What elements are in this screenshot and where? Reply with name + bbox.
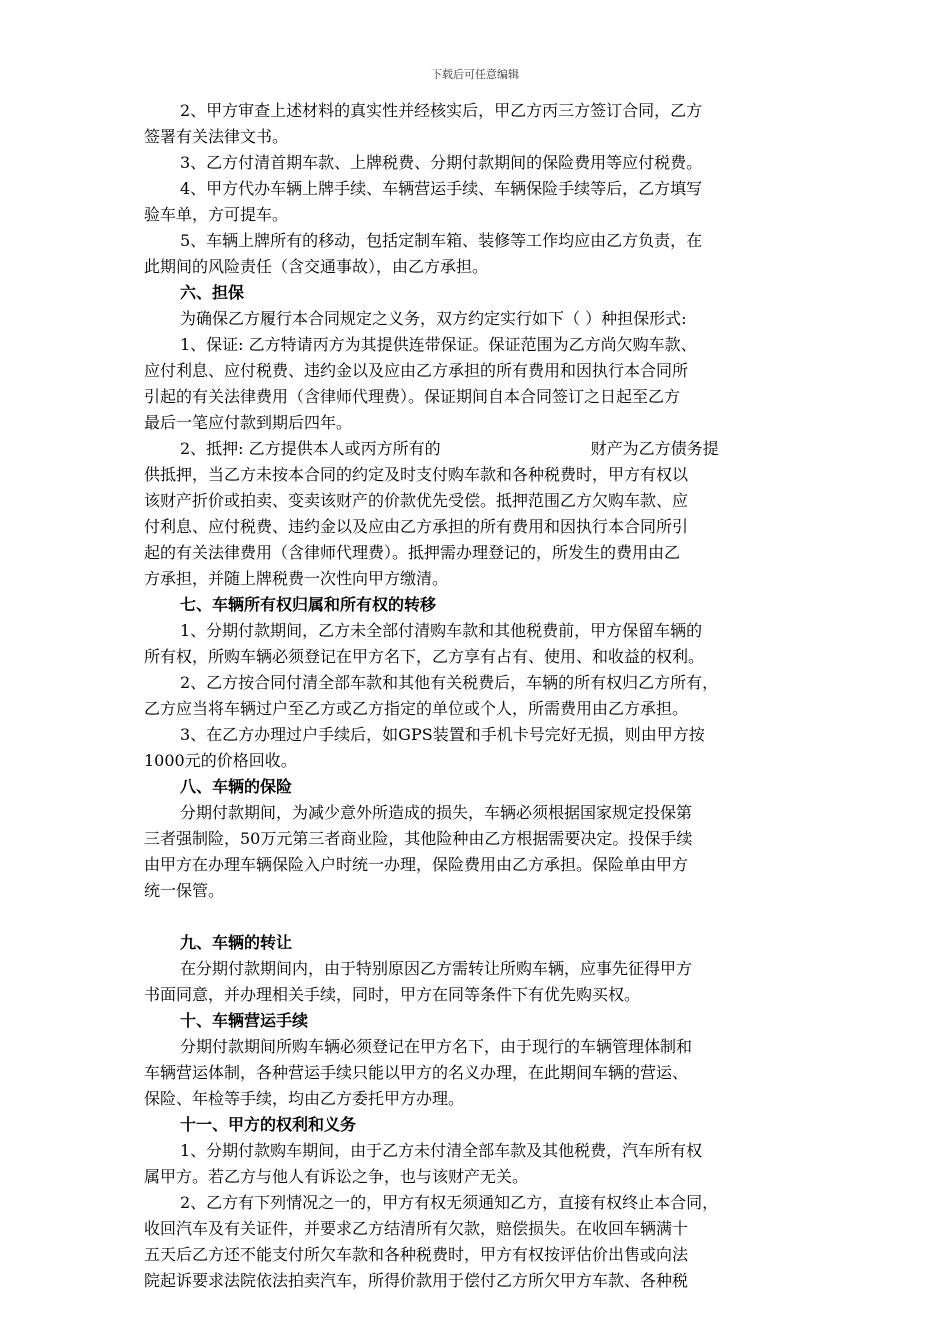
text-line bbox=[144, 462, 812, 488]
text-line bbox=[144, 514, 812, 540]
text-line bbox=[144, 826, 812, 852]
section-heading bbox=[144, 774, 812, 800]
section-heading bbox=[144, 280, 812, 306]
line-text: 五天后乙方还不能支付所欠车款和各种税费时，甲方有权按评估价出售或向法 bbox=[144, 1245, 689, 1264]
line-text: 三者强制险，50万元第三者商业险，其他险种由乙方根据需要决定。投保手续 bbox=[144, 829, 693, 848]
line-text: 签署有关法律文书。 bbox=[144, 127, 289, 146]
text-line bbox=[144, 228, 812, 254]
text-line bbox=[144, 1086, 812, 1112]
document-body bbox=[144, 98, 812, 1294]
line-text: 5、车辆上牌所有的移动，包括定制车箱、装修等工作均应由乙方负责，在 bbox=[180, 231, 703, 250]
line-text: 六、担保 bbox=[180, 283, 245, 302]
text-line bbox=[144, 306, 812, 332]
text-line bbox=[144, 982, 812, 1008]
line-text: 由甲方在办理车辆保险入户时统一办理，保险费用由乙方承担。保险单由甲方 bbox=[144, 855, 689, 874]
text-line bbox=[144, 254, 812, 280]
section-heading bbox=[144, 1008, 812, 1034]
line-text: 1、分期付款购车期间，由于乙方未付清全部车款及其他税费，汽车所有权 bbox=[180, 1141, 703, 1160]
text-line bbox=[144, 1216, 812, 1242]
line-text: 2、抵押: 乙方提供本人或丙方所有的 bbox=[180, 439, 441, 458]
text-line bbox=[144, 722, 812, 748]
text-line bbox=[144, 852, 812, 878]
text-line bbox=[144, 436, 812, 462]
text-line bbox=[144, 488, 812, 514]
line-text: 七、车辆所有权归属和所有权的转移 bbox=[180, 595, 437, 614]
text-line bbox=[144, 670, 812, 696]
text-line bbox=[144, 384, 812, 410]
text-line bbox=[144, 124, 812, 150]
section-heading bbox=[144, 930, 812, 956]
text-line bbox=[144, 1190, 812, 1216]
line-text: 在分期付款期间内，由于特别原因乙方需转让所购车辆，应事先征得甲方 bbox=[180, 959, 693, 978]
line-text: 属甲方。若乙方与他人有诉讼之争，也与该财产无关。 bbox=[144, 1167, 529, 1186]
text-line bbox=[144, 1268, 812, 1294]
line-text: 最后一笔应付款到期后四年。 bbox=[144, 413, 353, 432]
text-line bbox=[144, 618, 812, 644]
line-text-continued: 财产为乙方债务提 bbox=[590, 439, 719, 458]
section-heading bbox=[144, 1112, 812, 1138]
line-text: 收回汽车及有关证件，并要求乙方结清所有欠款，赔偿损失。在收回车辆满十 bbox=[144, 1219, 689, 1238]
text-line bbox=[144, 410, 812, 436]
line-text: 3、乙方付清首期车款、上牌税费、分期付款期间的保险费用等应付税费。 bbox=[180, 153, 703, 172]
line-text: 方承担，并随上牌税费一次性向甲方缴清。 bbox=[144, 569, 449, 588]
line-text: 1000元的价格回收。 bbox=[144, 751, 297, 770]
line-text: 八、车辆的保险 bbox=[180, 777, 293, 796]
text-line bbox=[144, 1060, 812, 1086]
blank-line bbox=[144, 904, 812, 930]
text-line bbox=[144, 202, 812, 228]
text-line bbox=[144, 1138, 812, 1164]
text-line bbox=[144, 98, 812, 124]
text-line bbox=[144, 748, 812, 774]
text-line bbox=[144, 696, 812, 722]
line-text: 应付利息、应付税费、违约金以及应由乙方承担的所有费用和因执行本合同所 bbox=[144, 361, 689, 380]
text-line bbox=[144, 956, 812, 982]
text-line bbox=[144, 644, 812, 670]
line-text: 该财产折价或拍卖、变卖该财产的价款优先受偿。抵押范围乙方欠购车款、应 bbox=[144, 491, 689, 510]
text-line bbox=[144, 176, 812, 202]
text-line bbox=[144, 1034, 812, 1060]
line-text: 付利息、应付税费、违约金以及应由乙方承担的所有费用和因执行本合同所引 bbox=[144, 517, 689, 536]
line-text: 为确保乙方履行本合同规定之义务，双方约定实行如下（ ）种担保形式: bbox=[180, 309, 687, 328]
line-text: 供抵押，当乙方未按本合同的约定及时支付购车款和各种税费时，甲方有权以 bbox=[144, 465, 689, 484]
text-line bbox=[144, 1242, 812, 1268]
line-text: 2、乙方按合同付清全部车款和其他有关税费后，车辆的所有权归乙方所有， bbox=[180, 673, 719, 692]
line-text: 4、甲方代办车辆上牌手续、车辆营运手续、车辆保险手续等后，乙方填写 bbox=[180, 179, 703, 198]
line-text: 此期间的风险责任（含交通事故），由乙方承担。 bbox=[144, 257, 489, 276]
line-text: 乙方应当将车辆过户至乙方或乙方指定的单位或个人，所需费用由乙方承担。 bbox=[144, 699, 689, 718]
line-text: 统一保管。 bbox=[144, 881, 225, 900]
line-text: 书面同意，并办理相关手续，同时，甲方在同等条件下有优先购买权。 bbox=[144, 985, 641, 1004]
text-line bbox=[144, 566, 812, 592]
line-text: 1、分期付款期间，乙方未全部付清购车款和其他税费前，甲方保留车辆的 bbox=[180, 621, 703, 640]
line-text: 所有权，所购车辆必须登记在甲方名下，乙方享有占有、使用、和收益的权利。 bbox=[144, 647, 705, 666]
line-text: 分期付款期间所购车辆必须登记在甲方名下，由于现行的车辆管理体制和 bbox=[180, 1037, 693, 1056]
line-text: 十一、甲方的权利和义务 bbox=[180, 1115, 357, 1134]
text-line bbox=[144, 150, 812, 176]
line-text: 2、甲方审查上述材料的真实性并经核实后，甲乙方丙三方签订合同，乙方 bbox=[180, 101, 703, 120]
text-line bbox=[144, 1164, 812, 1190]
line-text: 保险、年检等手续，均由乙方委托甲方办理。 bbox=[144, 1089, 465, 1108]
text-line bbox=[144, 878, 812, 904]
text-line bbox=[144, 800, 812, 826]
page-header: 下载后可任意编辑 bbox=[431, 68, 519, 81]
line-text: 车辆营运体制，各种营运手续只能以甲方的名义办理，在此期间车辆的营运、 bbox=[144, 1063, 689, 1082]
line-text: 验车单，方可提车。 bbox=[144, 205, 289, 224]
line-text: 2、乙方有下列情况之一的，甲方有权无须通知乙方，直接有权终止本合同， bbox=[180, 1193, 719, 1212]
line-text: 引起的有关法律费用（含律师代理费）。保证期间自本合同签订之日起至乙方 bbox=[144, 387, 681, 406]
text-line bbox=[144, 332, 812, 358]
line-text: 十、车辆营运手续 bbox=[180, 1011, 309, 1030]
text-line bbox=[144, 540, 812, 566]
line-text: 3、在乙方办理过户手续后，如GPS装置和手机卡号完好无损，则由甲方按 bbox=[180, 725, 705, 744]
line-text: 院起诉要求法院依法拍卖汽车，所得价款用于偿付乙方所欠甲方车款、各种税 bbox=[144, 1271, 689, 1290]
line-text: 1、保证: 乙方特请丙方为其提供连带保证。保证范围为乙方尚欠购车款、 bbox=[180, 335, 697, 354]
text-line bbox=[144, 358, 812, 384]
section-heading bbox=[144, 592, 812, 618]
line-text: 九、车辆的转让 bbox=[180, 933, 293, 952]
line-text: 分期付款期间，为减少意外所造成的损失，车辆必须根据国家规定投保第 bbox=[180, 803, 693, 822]
line-text: 起的有关法律费用（含律师代理费）。抵押需办理登记的，所发生的费用由乙 bbox=[144, 543, 681, 562]
